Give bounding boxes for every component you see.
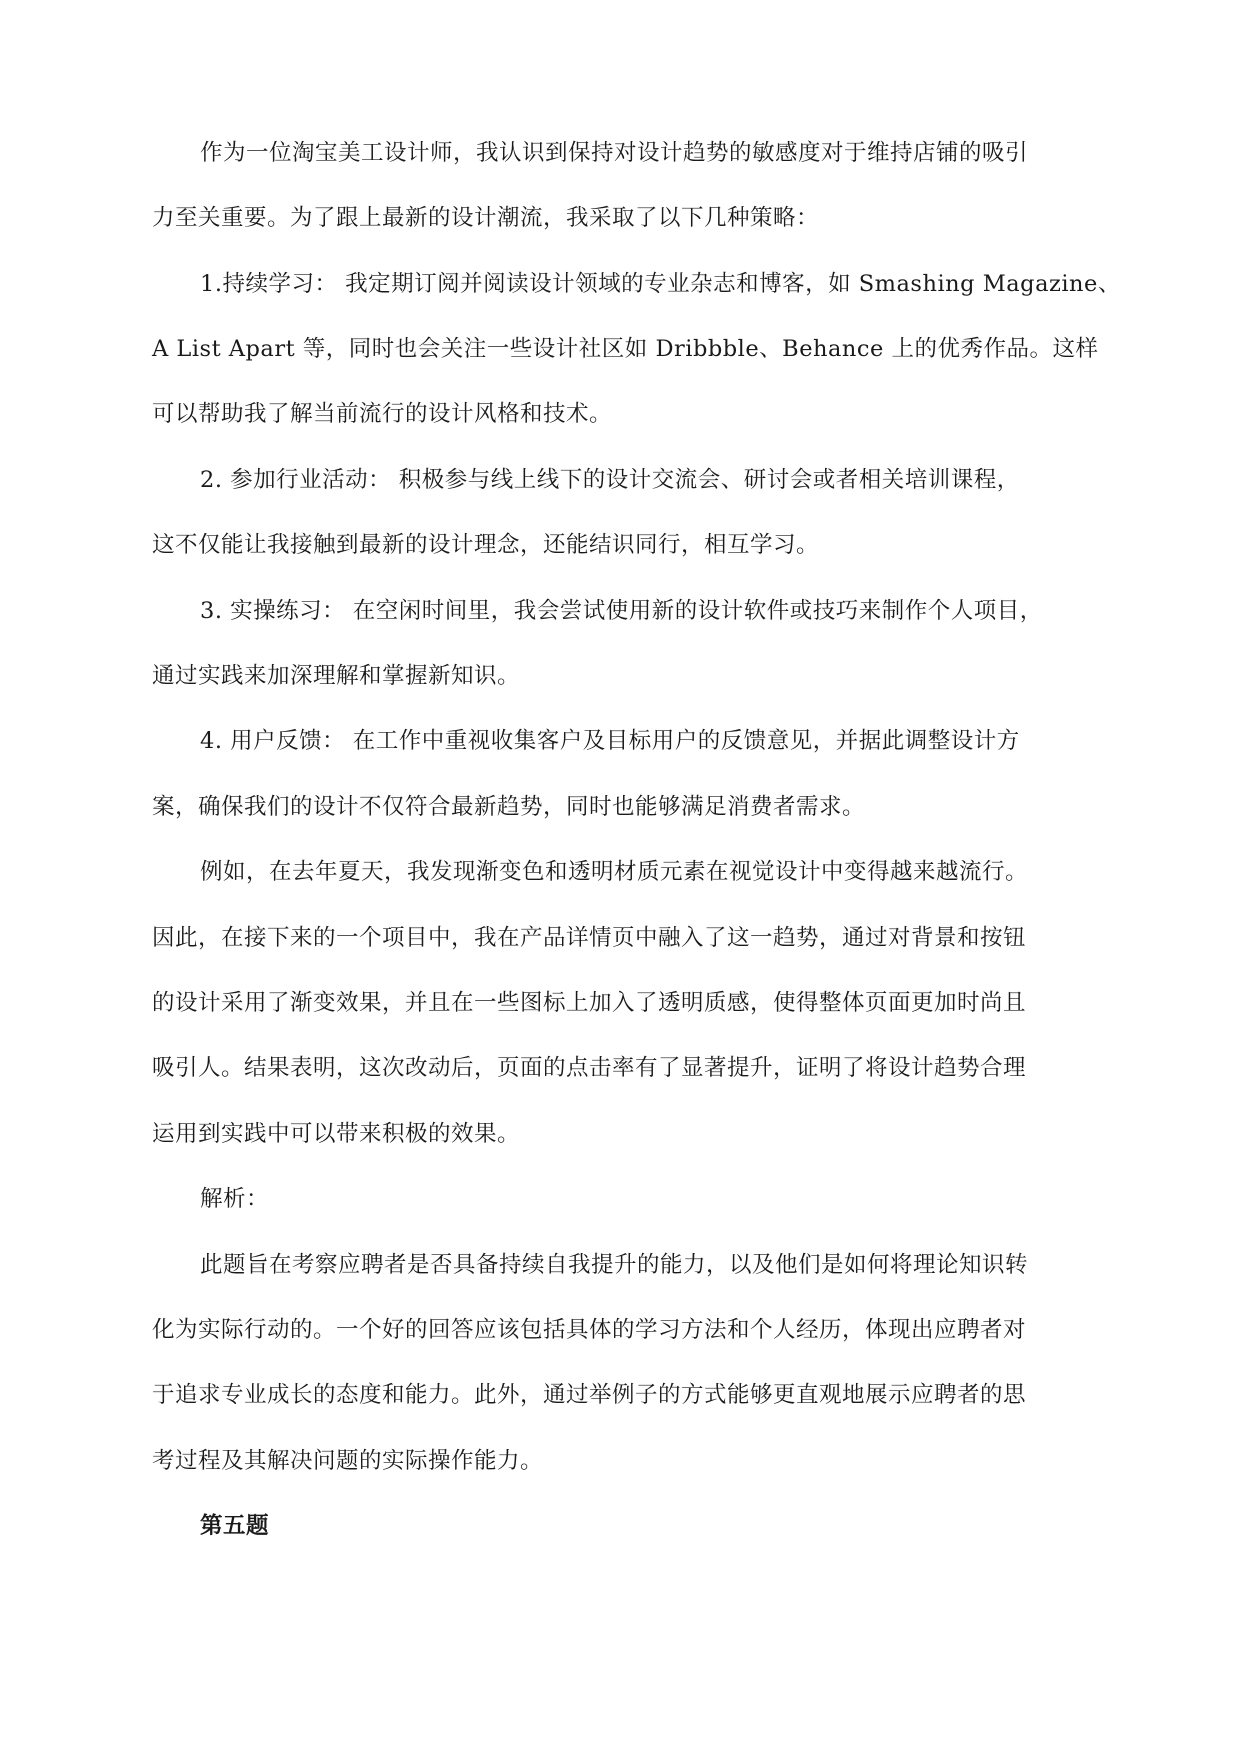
paragraph-example-line-3: 的设计采用了渐变效果，并且在一些图标上加入了透明质感，使得整体页面更加时尚且: [152, 990, 1027, 1016]
paragraph-learning-line-2: A List Apart 等，同时也会关注一些设计社区如 Dribbble、Behance 上的优秀作品。这样: [152, 336, 1099, 362]
paragraph-example-line-1: 例如，在去年夏天，我发现渐变色和透明材质元素在视觉设计中变得越来越流行。: [200, 859, 1029, 885]
paragraph-example-line-2: 因此，在接下来的一个项目中，我在产品详情页中融入了这一趋势，通过对背景和按钮: [152, 925, 1027, 951]
section-heading-question-5: 第五题: [200, 1513, 270, 1539]
paragraph-intro-line-2: 力至关重要。为了跟上最新的设计潮流，我采取了以下几种策略：: [152, 205, 820, 231]
paragraph-feedback-line-1: 4. 用户反馈： 在工作中重视收集客户及目标用户的反馈意见，并据此调整设计方: [200, 728, 1020, 754]
paragraph-feedback-line-2: 案，确保我们的设计不仅符合最新趋势，同时也能够满足消费者需求。: [152, 794, 866, 820]
paragraph-learning-line-3: 可以帮助我了解当前流行的设计风格和技术。: [152, 401, 613, 427]
paragraph-analysis-line-4: 考过程及其解决问题的实际操作能力。: [152, 1448, 544, 1474]
paragraph-example-line-4: 吸引人。结果表明，这次改动后，页面的点击率有了显著提升，证明了将设计趋势合理: [152, 1055, 1027, 1081]
analysis-label: 解析：: [200, 1186, 270, 1212]
paragraph-practice-line-1: 3. 实操练习： 在空闲时间里，我会尝试使用新的设计软件或技巧来制作个人项目，: [200, 598, 1043, 624]
paragraph-events-line-1: 2. 参加行业活动： 积极参与线上线下的设计交流会、研讨会或者相关培训课程，: [200, 467, 1020, 493]
paragraph-analysis-line-1: 此题旨在考察应聘者是否具备持续自我提升的能力，以及他们是如何将理论知识转: [200, 1252, 1029, 1278]
paragraph-intro-line-1: 作为一位淘宝美工设计师，我认识到保持对设计趋势的敏感度对于维持店铺的吸引: [200, 140, 1029, 166]
paragraph-events-line-2: 这不仅能让我接触到最新的设计理念，还能结识同行，相互学习。: [152, 532, 820, 558]
paragraph-analysis-line-3: 于追求专业成长的态度和能力。此外，通过举例子的方式能够更直观地展示应聘者的思: [152, 1382, 1027, 1408]
paragraph-practice-line-2: 通过实践来加深理解和掌握新知识。: [152, 663, 521, 689]
paragraph-example-line-5: 运用到实践中可以带来积极的效果。: [152, 1121, 521, 1147]
paragraph-learning-line-1: 1.持续学习： 我定期订阅并阅读设计领域的专业杂志和博客，如 Smashing Magazine、: [200, 271, 1121, 297]
paragraph-analysis-line-2: 化为实际行动的。一个好的回答应该包括具体的学习方法和个人经历，体现出应聘者对: [152, 1317, 1027, 1343]
